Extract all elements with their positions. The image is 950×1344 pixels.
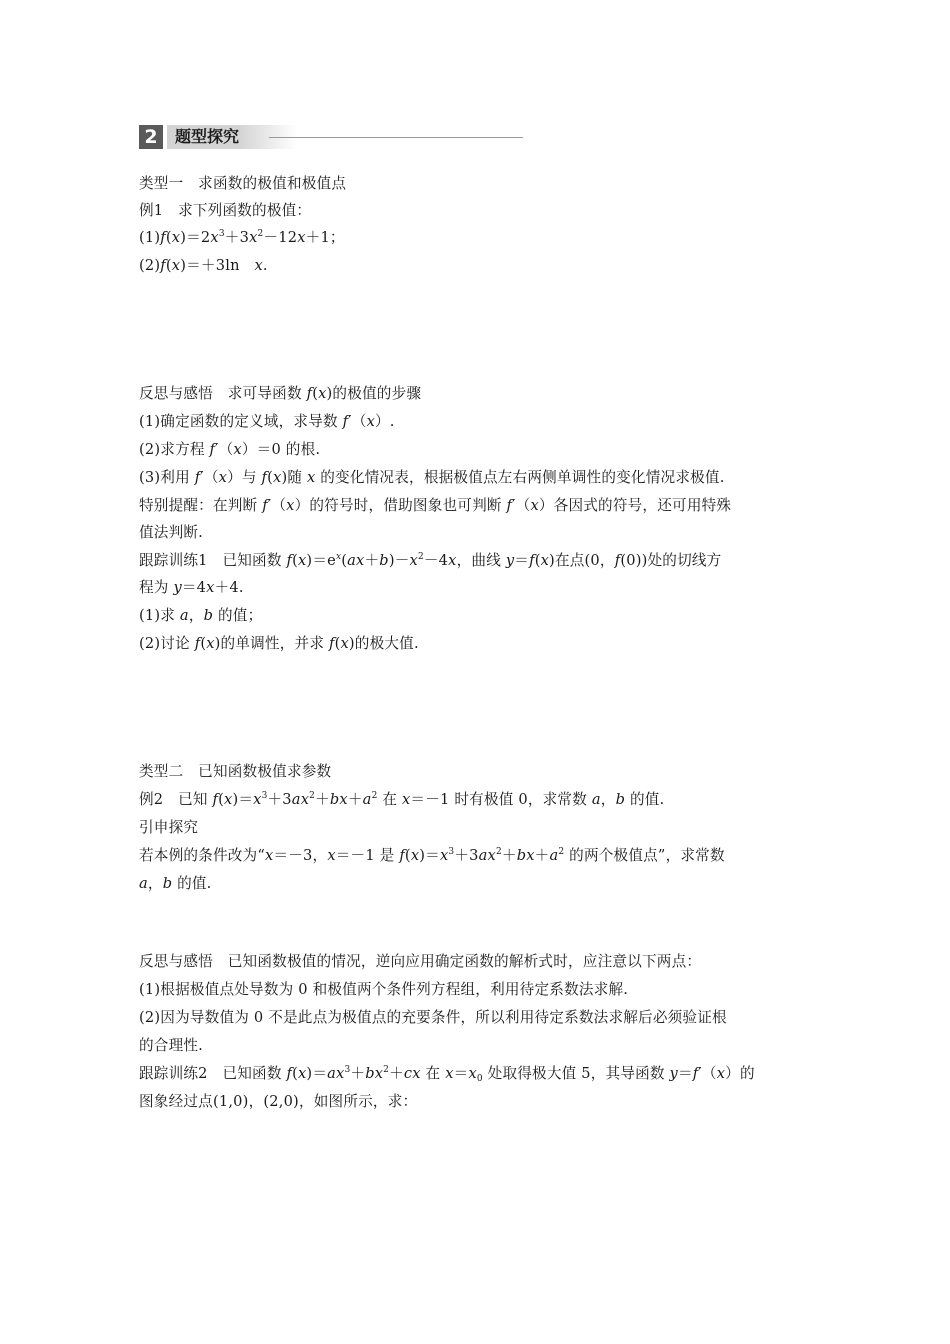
training1-line2	[139, 578, 244, 598]
text: ＋	[315, 791, 330, 808]
text: 3	[261, 791, 268, 801]
example2-line1	[139, 790, 664, 810]
text: 2	[383, 1065, 390, 1075]
text: 3	[448, 847, 455, 857]
text: (2)求方程	[139, 441, 210, 458]
text: x	[233, 441, 242, 458]
training1-line1	[139, 551, 721, 571]
text: 的两个极值点”，求常数	[564, 847, 725, 864]
text: 跟踪训练2 已知函数	[139, 1065, 287, 1082]
text: x	[297, 229, 306, 246]
text: )＝＋3ln	[180, 257, 255, 274]
text: ＋3	[267, 791, 292, 808]
text: ′（	[512, 497, 531, 514]
text: 若本例的条件改为“	[139, 847, 266, 864]
text: x	[265, 847, 274, 864]
text: x	[273, 469, 282, 486]
text: a	[591, 791, 601, 808]
text: x	[286, 497, 295, 514]
text: )在点(0，	[549, 552, 615, 569]
text: )的极值的步骤	[326, 385, 422, 402]
reflection1-line3	[139, 440, 320, 460]
text: (	[312, 385, 319, 402]
text: (	[218, 791, 225, 808]
text: ＋	[501, 847, 517, 864]
text: f	[194, 635, 201, 652]
text: (	[165, 257, 172, 274]
reflection1-line5	[139, 496, 731, 516]
text: (	[534, 552, 541, 569]
text: x	[171, 229, 181, 246]
type1-heading: 类型一 求函数的极值和极值点	[139, 175, 347, 192]
text: x	[171, 257, 181, 274]
text: f	[306, 385, 313, 402]
text: f	[286, 552, 293, 569]
text: ）＝0 的根.	[241, 441, 321, 458]
text: (	[292, 552, 298, 569]
text: f	[262, 497, 268, 514]
text: ′（	[348, 413, 367, 430]
text: ′（	[698, 1065, 717, 1082]
training2-line2: 图象经过点(1,0)，(2,0)，如图所示，求：	[139, 1093, 418, 1110]
text: 0	[476, 1074, 483, 1084]
text: )＝	[306, 1065, 328, 1082]
text: x	[297, 552, 307, 569]
text: 特别提醒：在判断	[139, 497, 263, 514]
text: 程为	[139, 579, 174, 596]
text: ）.	[375, 413, 395, 430]
text: x	[218, 469, 228, 486]
text: f	[160, 257, 166, 274]
text: f	[209, 441, 216, 458]
text: 2	[309, 791, 316, 801]
text: x	[530, 497, 539, 514]
text: f	[399, 847, 405, 864]
training1-line3	[139, 606, 262, 626]
text: ＋	[347, 791, 363, 808]
reflection2-line1: 反思与感悟 已知函数极值的情况，逆向应用确定函数的解析式时，应注意以下两点：	[139, 953, 702, 970]
text: ax	[347, 552, 365, 569]
text: f	[194, 469, 201, 486]
text: ，曲线	[456, 552, 506, 569]
section-number-badge: 2	[139, 125, 163, 149]
text: 的变化情况表，根据极值点左右两侧单调性的变化情况求极值.	[315, 469, 725, 486]
text: ＋	[534, 847, 550, 864]
reflection2-line4: 的合理性.	[139, 1037, 204, 1054]
text: 2	[371, 791, 378, 801]
text: b	[203, 607, 214, 624]
section-header	[139, 125, 523, 149]
text: 例2 已知	[139, 791, 213, 808]
text: 在	[420, 1065, 446, 1082]
text: 2	[417, 552, 424, 562]
text: (	[334, 635, 341, 652]
text: x	[335, 552, 342, 562]
text: ）与	[227, 469, 262, 486]
text: (2)讨论	[139, 635, 195, 652]
text: f	[261, 469, 268, 486]
text: 反思与感悟 求可导函数	[139, 385, 307, 402]
text: 的值.	[172, 875, 212, 892]
text: b	[615, 791, 626, 808]
section-divider	[269, 137, 523, 138]
text: f	[529, 552, 535, 569]
text: ＋3	[224, 229, 250, 246]
text: b	[162, 875, 173, 892]
text: )＝2	[180, 229, 211, 246]
text: 在	[377, 791, 402, 808]
text: f	[328, 635, 335, 652]
text: ＋	[350, 1065, 366, 1082]
text: 2	[558, 847, 565, 857]
text: x	[210, 229, 219, 246]
text: ax	[327, 1065, 345, 1082]
text: )＝e	[306, 552, 336, 569]
text: )－	[388, 552, 410, 569]
text: x	[448, 552, 457, 569]
text: bx	[329, 791, 348, 808]
text: x	[327, 847, 336, 864]
text: ＝－3，	[273, 847, 328, 864]
text: )随	[281, 469, 307, 486]
text: (	[165, 229, 172, 246]
text: x	[206, 579, 215, 596]
example1-title: 例1 求下列函数的极值：	[139, 202, 312, 219]
section-title: 题型探究	[167, 125, 405, 149]
text: )的极大值.	[348, 635, 419, 652]
text: (	[200, 635, 207, 652]
text: x	[439, 847, 449, 864]
text: (0))处的切线方	[620, 552, 722, 569]
text: 的值.	[625, 791, 665, 808]
text: x	[254, 257, 263, 274]
text: ＋3	[454, 847, 479, 864]
text: x	[366, 413, 375, 430]
text: (	[267, 469, 274, 486]
text: (2)	[139, 257, 161, 274]
text: f	[212, 791, 219, 808]
text: x	[318, 385, 327, 402]
text: ）的	[725, 1065, 755, 1082]
text: bx	[516, 847, 535, 864]
text: －4	[423, 552, 449, 569]
text: 的值；	[213, 607, 263, 624]
extend-line2	[139, 874, 212, 894]
text: ＋	[389, 1065, 404, 1082]
text: ＝4	[181, 579, 207, 596]
reflection1-line4	[139, 468, 725, 488]
text: ′（	[200, 469, 219, 486]
text: x	[445, 1065, 454, 1082]
text: ＝－1 时有极值 0，求常数	[410, 791, 592, 808]
text: (	[404, 847, 411, 864]
text: (	[292, 1065, 298, 1082]
text: x	[401, 791, 411, 808]
training2-line1	[139, 1064, 755, 1084]
text: ＝	[453, 1065, 469, 1082]
reflection1-line1	[139, 384, 421, 404]
text: x	[206, 635, 215, 652]
text: ）各因式的符号，还可用特殊	[538, 497, 732, 514]
text: 2	[257, 229, 264, 239]
text: x	[540, 552, 550, 569]
example1-part1	[139, 228, 345, 248]
text: ）的符号时，借助图象也可判断	[294, 497, 507, 514]
text: a	[549, 847, 559, 864]
text: x	[253, 791, 262, 808]
text: .	[262, 257, 268, 274]
text: ＝	[514, 552, 530, 569]
text: 处取得极大值 5，其导函数	[482, 1065, 670, 1082]
text: y	[173, 579, 182, 596]
text: (	[341, 552, 348, 569]
text: ＋1；	[305, 229, 345, 246]
text: b	[379, 552, 389, 569]
type2-heading: 类型二 已知函数极值求参数	[139, 763, 332, 780]
text: ，	[600, 791, 616, 808]
text: (1)求	[139, 607, 180, 624]
text: x	[340, 635, 349, 652]
text: f	[692, 1065, 699, 1082]
text: )＝	[419, 847, 440, 864]
text: f	[286, 1065, 293, 1082]
text: x	[409, 552, 418, 569]
text: f	[342, 413, 349, 430]
text: 2	[495, 847, 502, 857]
training1-line4	[139, 634, 419, 654]
text: a	[139, 875, 148, 892]
text: (3)利用	[139, 469, 195, 486]
text: (1)确定函数的定义域，求导数	[139, 413, 343, 430]
text: (1)	[139, 229, 161, 246]
text: 跟踪训练1 已知函数	[139, 552, 287, 569]
text: ＋	[364, 552, 380, 569]
text: 3	[344, 1065, 351, 1075]
text: a	[362, 791, 372, 808]
text: x	[249, 229, 258, 246]
text: a	[179, 607, 189, 624]
text: x	[468, 1065, 477, 1082]
text: )的单调性，并求	[214, 635, 329, 652]
text: x	[716, 1065, 726, 1082]
text: －12	[263, 229, 298, 246]
text: ＝－1 是	[335, 847, 400, 864]
reflection1-line6: 值法判断.	[139, 524, 204, 541]
text: x	[297, 1065, 307, 1082]
text: ＋4.	[214, 579, 244, 596]
text: y	[669, 1065, 678, 1082]
text: x	[410, 847, 420, 864]
text: ′（	[267, 497, 287, 514]
text: 3	[218, 229, 225, 239]
reflection2-line3: (2)因为导数值为 0 不是此点为极值点的充要条件，所以利用待定系数法求解后必须验证根	[139, 1009, 727, 1026]
text: ax	[478, 847, 496, 864]
text: bx	[365, 1065, 384, 1082]
text: ax	[291, 791, 310, 808]
text: x	[306, 469, 316, 486]
text: ，	[188, 607, 204, 624]
extend-line1	[139, 846, 725, 866]
reflection1-line2	[139, 412, 395, 432]
text: f	[506, 497, 513, 514]
text: cx	[403, 1065, 421, 1082]
text: y	[505, 552, 515, 569]
example1-part2	[139, 256, 268, 276]
extend-title: 引申探究	[139, 819, 199, 836]
text: ＝	[678, 1065, 693, 1082]
text: x	[224, 791, 233, 808]
text: f	[614, 552, 621, 569]
text: ，	[147, 875, 163, 892]
reflection2-line2: (1)根据极值点处导数为 0 和极值两个条件列方程组，利用待定系数法求解.	[139, 981, 629, 998]
text: )＝	[232, 791, 254, 808]
text: ′（	[215, 441, 234, 458]
text: f	[160, 229, 166, 246]
